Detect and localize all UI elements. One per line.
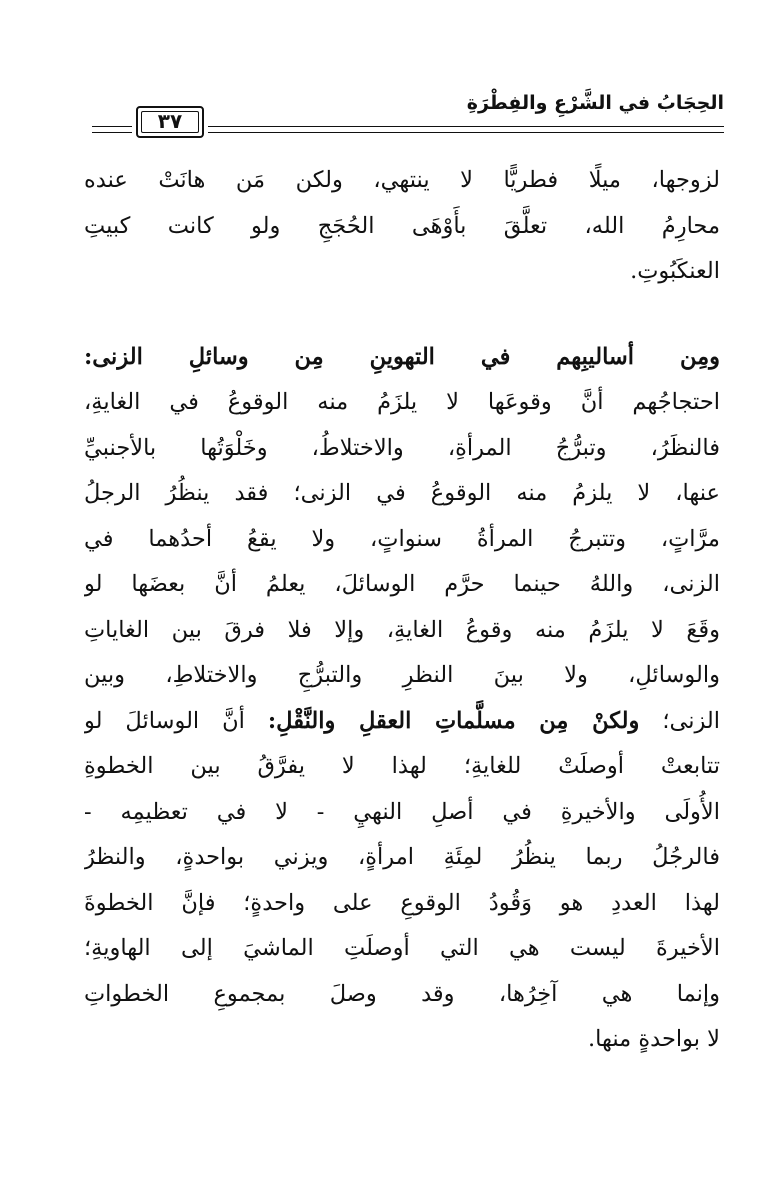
paragraph-gap — [84, 295, 720, 335]
header-rule-left-thin — [92, 132, 132, 133]
text-line: محارِمُ الله، تعلَّقَ بأَوْهَى الحُجَجِ ولو كانت كبيتِ — [84, 212, 720, 239]
text-line: والوسائلِ، ولا بينَ النظرِ والتبرُّجِ والاختلاطِ، وبين — [84, 662, 720, 688]
header-rule-left — [92, 126, 132, 127]
text-line: فالنظَرُ، وتبرُّجُ المرأةِ، والاختلاطُ، وخَلْوَتُها بالأجنبيِّ — [84, 434, 720, 461]
page-number: ٣٧ — [157, 109, 183, 133]
text-line: الأُولَى والأخيرةِ في أصلِ النهيِ - لا في تعظيمِه - — [84, 798, 720, 825]
text-line: احتجاجُهم أنَّ وقوعَها لا يلزَمُ منه الوقوعُ في الغايةِ، — [84, 389, 720, 415]
text-line: الأخيرةَ ليست هي التي أوصلَتِ الماشيَ إلى الهاويةِ؛ — [84, 935, 720, 961]
text-line: لهذا العددِ هو وَقُودُ الوقوعِ على واحدةٍ؛ فإنَّ الخطوةَ — [84, 889, 720, 916]
text-line: الزنى، واللهُ حينما حرَّم الوسائلَ، يعلمُ أنَّ بعضَها لو — [84, 571, 720, 597]
text-line: العنكَبُوتِ. — [630, 258, 720, 284]
text-line: وقَعَ لا يلزَمُ منه وقوعُ الغايةِ، وإلا فلا فرقَ بين الغاياتِ — [84, 616, 720, 643]
bold-phrase: ولكنْ مِن مسلَّماتِ العقلِ والنَّقْلِ: — [267, 707, 640, 734]
page-number-frame — [136, 106, 204, 138]
text-line: لا بواحدةٍ منها. — [587, 1026, 720, 1052]
text-line: مرَّاتٍ، وتتبرجُ المرأةُ سنواتٍ، ولا يقعُ أحدُهما في — [84, 525, 720, 552]
text-line: فالرجُلُ ربما ينظُرُ لمِئَةِ امرأةٍ، ويزني بواحدةٍ، والنظرُ — [84, 844, 720, 870]
running-title: الحِجَابُ في الشَّرْعِ والفِطْرَةِ — [466, 92, 724, 114]
header-rule-right — [208, 126, 724, 127]
text-line: تتابعتْ أوصلَتْ للغايةِ؛ لهذا لا يفرَّقُ بين الخطوةِ — [84, 753, 720, 779]
text-line: عنها، لا يلزمُ منه الوقوعُ في الزنى؛ فقد ينظُرُ الرجلُ — [84, 480, 720, 506]
text-line: لزوجها، ميلًا فطريًّا لا ينتهي، ولكن مَن هانَتْ عنده — [84, 167, 720, 193]
section-heading: ومِن أساليبِهم في التهوينِ مِن وسائلِ الزنى: — [84, 343, 720, 370]
header-rule-right-thin — [208, 132, 724, 133]
text-run: أنَّ الوسائلَ لو — [84, 707, 268, 734]
text-line-with-bold — [84, 699, 720, 745]
text-run: الزنى؛ — [639, 707, 720, 734]
page-header — [92, 88, 724, 148]
page-body — [84, 158, 720, 1063]
text-line: وإنما هي آخِرُها، وقد وصلَ بمجموعِ الخطواتِ — [84, 980, 720, 1007]
